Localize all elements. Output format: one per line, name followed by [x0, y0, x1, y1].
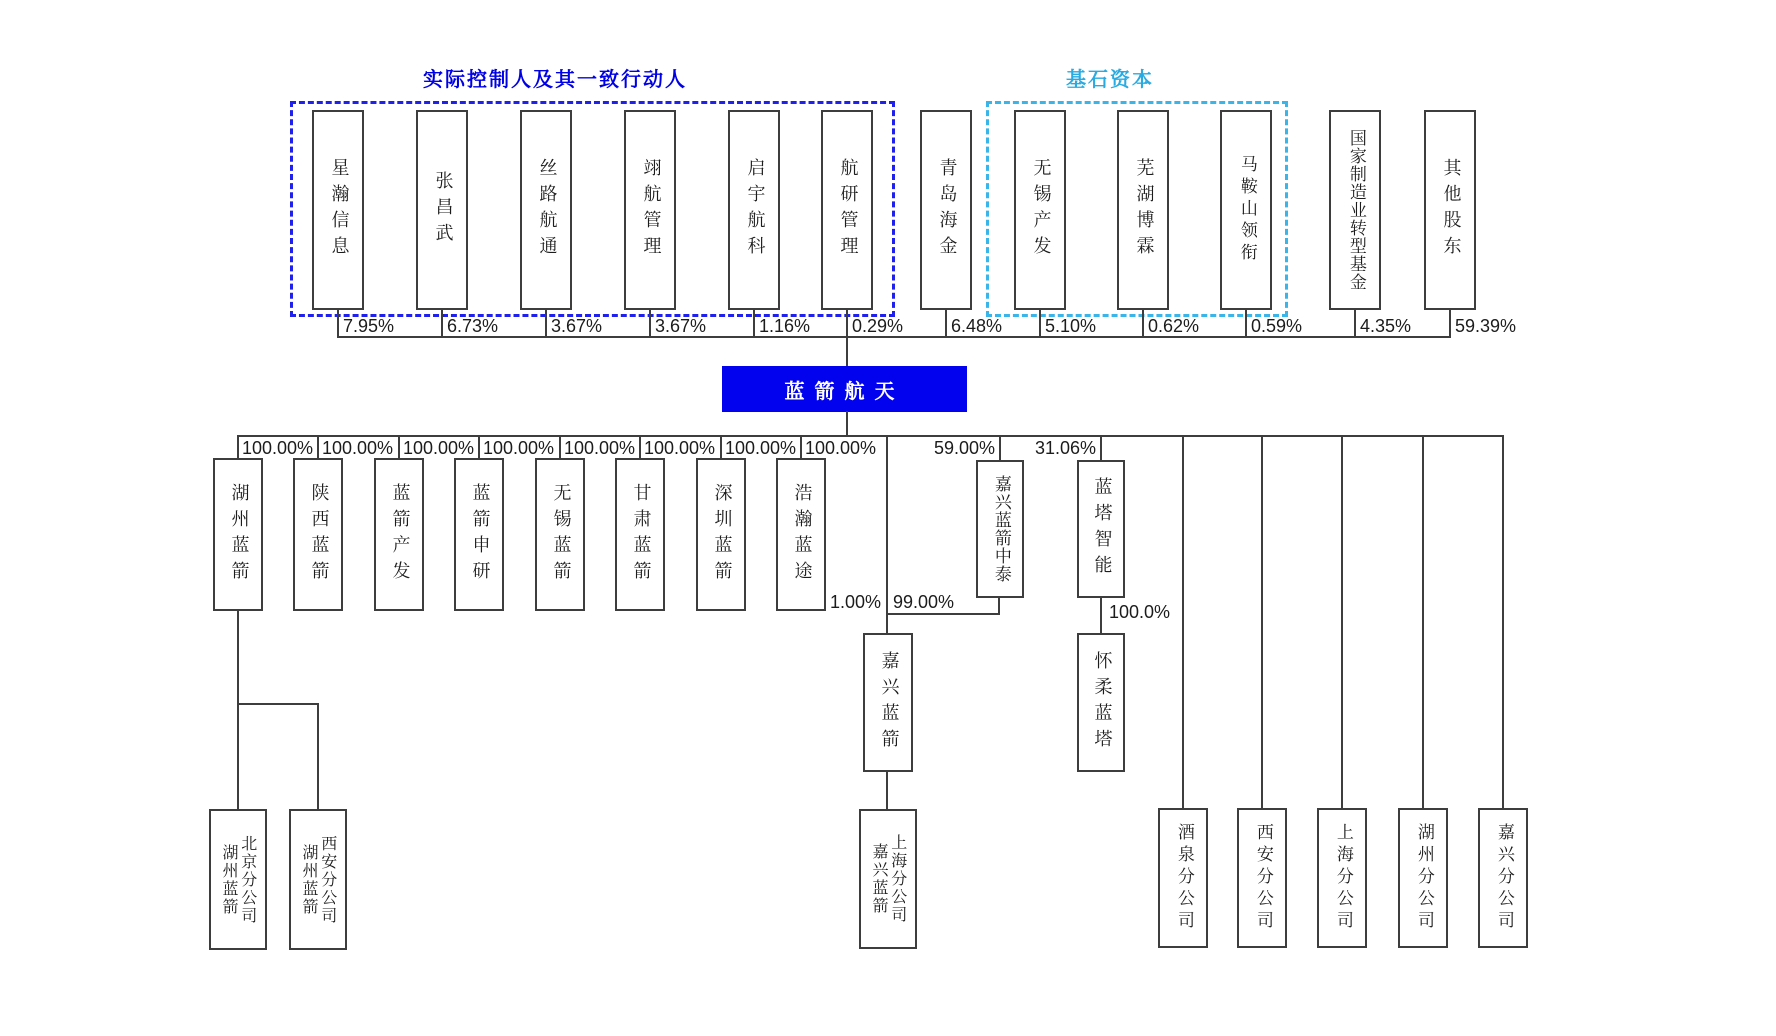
ownership-pct-label: 7.95%: [343, 316, 395, 336]
subsidiary-node: [535, 458, 585, 611]
subsidiary-name: 嘉兴蓝箭: [878, 650, 900, 755]
subsidiary-node: [293, 458, 343, 611]
branch-node: [1398, 808, 1448, 948]
connector-line: [1142, 310, 1144, 338]
grandchild-name-col2: 嘉兴蓝箭: [870, 843, 889, 915]
ownership-pct-label: 3.67%: [655, 316, 707, 336]
connector-line: [237, 703, 319, 705]
shareholder-node: [821, 110, 873, 310]
connector-line: [398, 437, 400, 458]
connector-line: [237, 437, 239, 458]
shareholder-name: 星瀚信息: [328, 158, 350, 262]
subsidiary-node: [776, 458, 826, 611]
shareholder-name: 丝路航通: [536, 158, 558, 262]
shareholder-node: [920, 110, 972, 310]
connector-line: [846, 338, 848, 367]
connector-line: [317, 437, 319, 458]
subsidiary-node: [1077, 460, 1125, 598]
shareholder-node: [1424, 110, 1476, 310]
connector-line: [1354, 310, 1356, 338]
subsidiary-name: 怀柔蓝塔: [1091, 650, 1113, 755]
subsidiary-name: 蓝箭产发: [389, 482, 411, 587]
branch-node: [1237, 808, 1287, 948]
shareholder-name: 翊航管理: [640, 158, 662, 262]
subsidiary-name: 无锡蓝箭: [550, 482, 572, 587]
shareholder-name: 航研管理: [837, 158, 859, 262]
ownership-pct-label: 100.00%: [644, 438, 716, 458]
connector-line: [639, 437, 641, 458]
shareholder-node: [520, 110, 572, 310]
ownership-pct-label: 100.0%: [1109, 602, 1171, 622]
shareholder-node: [1014, 110, 1066, 310]
shareholder-name: 芜湖博霖: [1133, 158, 1155, 262]
connector-line: [1502, 437, 1504, 808]
subsidiary-name: 蓝塔智能: [1091, 477, 1113, 581]
connector-line: [1182, 437, 1184, 808]
branch-node: [1478, 808, 1528, 948]
grandchild-node: [209, 809, 267, 950]
ownership-pct-label: 100.00%: [483, 438, 555, 458]
connector-line: [1245, 310, 1247, 338]
shareholder-name: 青岛海金: [936, 158, 958, 262]
ownership-pct-label: 1.16%: [759, 316, 811, 336]
shareholder-name: 张昌武: [432, 171, 454, 249]
ownership-pct-label: 100.00%: [242, 438, 314, 458]
connector-line: [1100, 598, 1102, 633]
shareholder-name: 无锡产发: [1030, 158, 1052, 262]
root-node-label: 蓝箭航天: [784, 378, 905, 403]
shareholder-name: 马鞍山领衔: [1236, 155, 1257, 265]
connector-line: [753, 310, 755, 338]
grandchild-name-col1: 上海分公司: [888, 834, 908, 924]
connector-line: [1422, 437, 1424, 808]
ownership-pct-label: 3.67%: [551, 316, 603, 336]
grandchild-name-col1: 西安分公司: [318, 834, 338, 925]
subsidiary-name: 湖州蓝箭: [228, 482, 250, 587]
subsidiary-node: [615, 458, 665, 611]
ownership-pct-label: 0.62%: [1148, 316, 1200, 336]
branch-node: [1158, 808, 1208, 948]
subsidiary-node: [454, 458, 504, 611]
subsidiary-node: [374, 458, 424, 611]
ownership-pct-label: 100.00%: [564, 438, 636, 458]
branch-name: 湖州分公司: [1413, 823, 1434, 933]
connector-line: [478, 437, 480, 458]
connector-line: [1100, 437, 1102, 460]
connector-line: [545, 310, 547, 338]
connector-line: [1341, 437, 1343, 808]
grandchild-name-col2: 湖州蓝箭: [220, 843, 239, 916]
subsidiary-name: 浩瀚蓝途: [791, 482, 813, 587]
shareholder-node: [1220, 110, 1272, 310]
connector-line: [1449, 310, 1451, 338]
branch-name: 嘉兴分公司: [1493, 823, 1514, 933]
ownership-pct-label: 6.73%: [447, 316, 499, 336]
subsidiary-name: 甘肃蓝箭: [630, 482, 652, 587]
shareholder-name: 其他股东: [1440, 158, 1462, 262]
shareholder-node: [1117, 110, 1169, 310]
connector-line: [1039, 310, 1041, 338]
group-label-cornerstone: 基石资本: [1066, 69, 1154, 91]
shareholder-node: [624, 110, 676, 310]
shareholder-name: 启宇航科: [744, 158, 766, 262]
ownership-pct-label: 100.00%: [322, 438, 394, 458]
shareholder-node: [312, 110, 364, 310]
connector-line: [337, 336, 1451, 338]
connector-line: [720, 437, 722, 458]
connector-line: [649, 310, 651, 338]
shareholder-node: [728, 110, 780, 310]
connector-line: [846, 411, 848, 436]
connector-line: [317, 703, 319, 809]
group-label-controllers: 实际控制人及其一致行动人: [423, 69, 687, 91]
grandchild-name-col2: 湖州蓝箭: [300, 843, 319, 916]
ownership-pct-label: 100.00%: [805, 438, 877, 458]
branch-node: [1317, 808, 1367, 948]
subsidiary-node: [696, 458, 746, 611]
ownership-pct-label: 59.00%: [933, 438, 995, 458]
subsidiary-name: 嘉兴蓝箭中泰: [990, 475, 1011, 583]
connector-line: [1261, 437, 1263, 808]
connector-line: [800, 437, 802, 458]
subsidiary-name: 深圳蓝箭: [711, 482, 733, 587]
ownership-pct-label: 100.00%: [725, 438, 797, 458]
ownership-pct-label: 31.06%: [1034, 438, 1096, 458]
branch-name: 西安分公司: [1252, 823, 1273, 933]
ownership-pct-label: 59.39%: [1455, 316, 1517, 336]
connector-line: [999, 437, 1001, 460]
connector-line: [846, 310, 848, 338]
branch-name: 酒泉分公司: [1173, 823, 1194, 933]
branch-name: 上海分公司: [1332, 823, 1353, 933]
connector-line: [886, 437, 888, 633]
connector-line: [441, 310, 443, 338]
connector-line: [337, 310, 339, 338]
shareholder-node: [1329, 110, 1381, 310]
connector-line: [886, 613, 1000, 615]
connector-line: [886, 772, 888, 809]
ownership-pct-label: 99.00%: [893, 592, 955, 612]
ownership-pct-label: 1.00%: [829, 592, 881, 612]
subsidiary-node: [213, 458, 263, 611]
subsidiary-name: 蓝箭申研: [469, 482, 491, 587]
controllers-group-outline: [290, 101, 895, 317]
subsidiary-node: [1077, 633, 1125, 772]
ownership-pct-label: 0.59%: [1251, 316, 1303, 336]
grandchild-node: [859, 809, 917, 949]
subsidiary-name: 陕西蓝箭: [308, 482, 330, 587]
grandchild-node: [289, 809, 347, 950]
connector-line: [237, 435, 1504, 437]
shareholder-name: 国家制造业转型基金: [1345, 129, 1366, 291]
ownership-pct-label: 6.48%: [951, 316, 1003, 336]
connector-line: [945, 310, 947, 338]
ownership-pct-label: 100.00%: [403, 438, 475, 458]
subsidiary-node: [863, 633, 913, 772]
subsidiary-node: [976, 460, 1024, 598]
root-node: [722, 366, 967, 412]
shareholder-node: [416, 110, 468, 310]
grandchild-name-col1: 北京分公司: [238, 834, 258, 925]
ownership-pct-label: 4.35%: [1360, 316, 1412, 336]
ownership-pct-label: 5.10%: [1045, 316, 1097, 336]
connector-line: [237, 611, 239, 809]
ownership-pct-label: 0.29%: [852, 316, 904, 336]
connector-line: [559, 437, 561, 458]
